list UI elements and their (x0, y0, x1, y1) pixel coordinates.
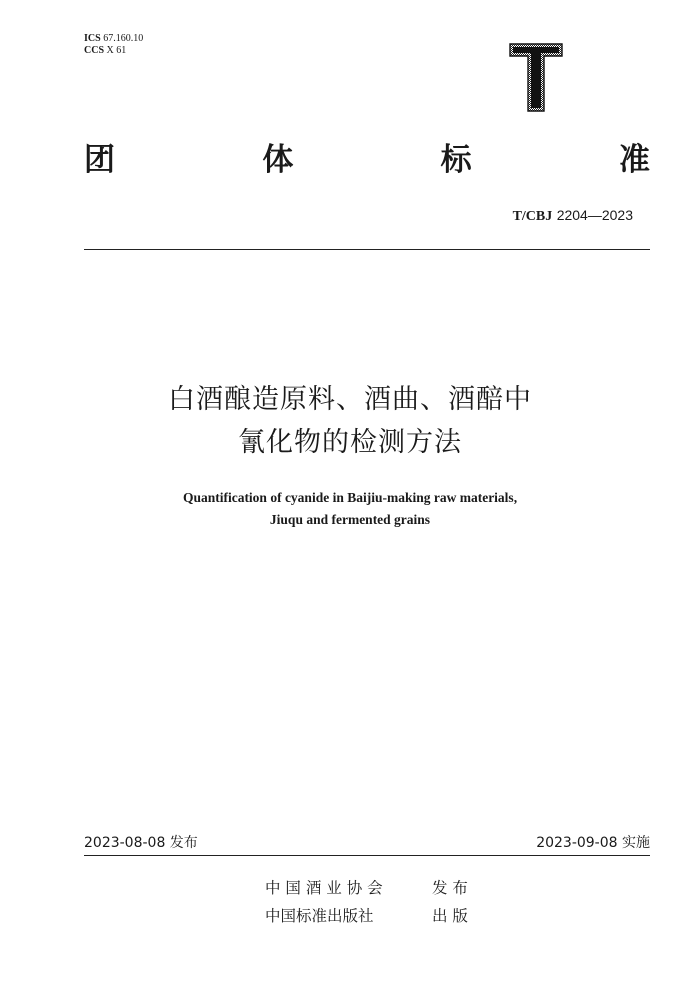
footer-divider (84, 855, 650, 856)
issue-date: 2023-08-08 发布 (84, 835, 198, 851)
category-char-2: 体 (262, 142, 294, 178)
chinese-title-line-2: 氰化物的检测方法 (238, 427, 462, 458)
english-title-line-1: Quantification of cyanide in Baijiu-making raw materials, (182, 490, 518, 505)
english-title-line-2: Jiuqu and fermented grains (269, 512, 431, 527)
standard-code: 2204—2023 (556, 207, 633, 223)
ccs-code (84, 45, 143, 57)
category-char-3: 标 (440, 142, 472, 178)
category-char-1: 团 (84, 142, 115, 178)
printer-action: 出 版 (431, 907, 468, 925)
standard-prefix: T/CBJ (512, 209, 553, 224)
ics-value: 67.160.10 (103, 33, 144, 44)
printer-org: 中国标准出版社 (265, 907, 374, 925)
ics-label: ICS (84, 33, 101, 44)
publisher-action: 发 布 (431, 879, 468, 897)
header-divider (84, 249, 650, 250)
publisher-org: 中 国 酒 业 协 会 (265, 879, 383, 897)
document-category (84, 140, 650, 180)
category-char-4: 准 (618, 142, 650, 178)
ccs-label: CCS (84, 45, 105, 56)
printer-row (265, 904, 468, 926)
ccs-value: X 61 (106, 45, 127, 56)
ics-code (84, 33, 143, 45)
standard-number (513, 207, 633, 225)
classification-codes (84, 33, 143, 57)
chinese-title-line-1: 白酒酿造原料、酒曲、酒醅中 (168, 384, 532, 415)
t-standard-logo-icon (508, 43, 564, 113)
implementation-date: 2023-09-08 实施 (536, 835, 650, 851)
publisher-row (265, 876, 468, 898)
